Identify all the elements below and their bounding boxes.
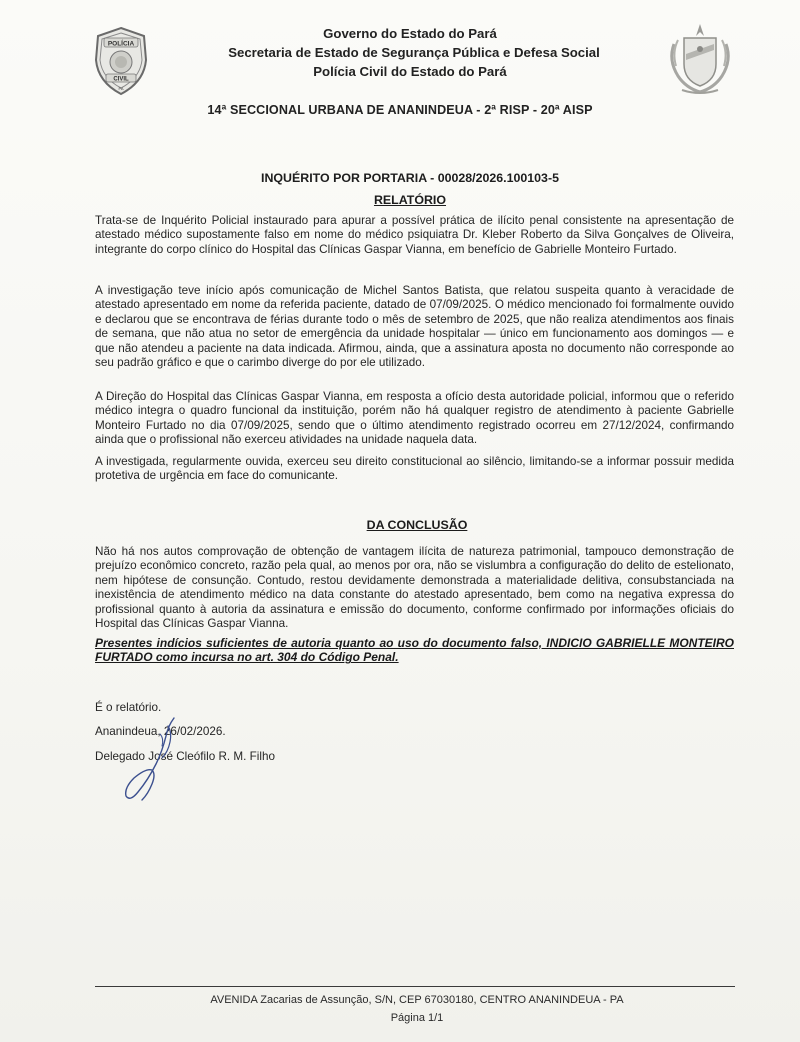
badge-top-text: POLÍCIA	[107, 40, 135, 48]
inquerito-title: INQUÉRITO POR PORTARIA - 00028/2026.100103-5	[261, 171, 559, 185]
place-date: Ananindeua, 26/02/2026.	[95, 725, 226, 738]
footer-divider	[95, 986, 735, 987]
indiciamento-paragraph: Presentes indícios suficientes de autoria quanto ao uso do documento falso, INDICIO GABRIELLE MONTEIRO FURTADO como incursa no art. 304 do Código Penal.	[95, 636, 734, 665]
handwritten-signature	[112, 712, 232, 812]
closing-line: É o relatório.	[95, 701, 162, 714]
badge-state-text: PA	[118, 86, 124, 91]
paragraph-2: A investigação teve início após comunicação de Michel Santos Batista, que relatou suspeita quanto à veracidade de atestado apresentado em nome da referida paciente, datado de 07/09/2025. O médico mencionado foi formalmente ouvido e declarou que se encontrava de férias durante todo o mês de setembro de 2025, que não realiza atendimentos aos finais de semana, que não atua no setor de emergência da unidade hospitalar — único em funcionamento aos domingos — e que não atendeu a paciente na data indicada. Afirmou, ainda, que a assinatura aposta no documento não corresponde ao seu padrão gráfico e que o carimbo diverge do por ele utilizado.	[95, 284, 734, 370]
header-policia: Polícia Civil do Estado do Pará	[313, 64, 507, 79]
letterhead	[0, 24, 800, 81]
page-number: Página 1/1	[390, 1012, 444, 1024]
header-government: Governo do Estado do Pará	[323, 26, 497, 41]
paragraph-1: Trata-se de Inquérito Policial instaurado para apurar a possível prática de ilícito penal consistente na apresentação de atestado médico supostamente falso em nome do médico psiquiatra Dr. Kleber Roberto da Silva Gonçalves de Oliveira, integrante do corpo clínico do Hospital das Clínicas Gaspar Vianna, em benefício de Gabrielle Monteiro Furtado.	[95, 214, 734, 256]
signer-name: Delegado José Cleófilo R. M. Filho	[95, 750, 275, 763]
conclusao-heading: DA CONCLUSÃO	[366, 518, 468, 532]
footer-address: AVENIDA Zacarias de Assunção, S/N, CEP 67030180, CENTRO ANANINDEUA - PA	[210, 994, 624, 1006]
badge-bottom-text: CIVIL	[113, 76, 129, 83]
conclusao-paragraph: Não há nos autos comprovação de obtenção de vantagem ilícita de natureza patrimonial, tampouco demonstração de prejuízo econômico concreto, razão pela qual, ao menos por ora, não se vislumbra a configuração do delito de estelionato, nem hipótese de consunção. Contudo, restou devidamente demonstrada a materialidade delitiva, consubstanciada na inexistência de atendimento médico na data constante do atestado apresentado, bem como na negativa expressa do profissional quanto à autoria da assinatura e emissão do documento, conforme confirmado por informações oficiais do Hospital das Clínicas Gaspar Vianna.	[95, 545, 734, 631]
header-seccional: 14ª SECCIONAL URBANA DE ANANINDEUA - 2ª RISP - 20ª AISP	[207, 103, 593, 117]
paragraph-4: A investigada, regularmente ouvida, exerceu seu direito constitucional ao silêncio, limitando-se a informar possuir medida protetiva de urgência em face do comunicante.	[95, 455, 734, 483]
paragraph-3: A Direção do Hospital das Clínicas Gaspar Vianna, em resposta a ofício desta autoridade policial, informou que o referido médico integra o quadro funcional da instituição, porém não há qualquer registro de atendimento à paciente Gabrielle Monteiro Furtado no dia 07/09/2025, sendo que o último atendimento registrado ocorreu em 27/12/2024, confirmando ainda que o profissional não exerceu atividades na unidade naquela data.	[95, 390, 734, 447]
header-secretaria: Secretaria de Estado de Segurança Pública e Defesa Social	[228, 45, 600, 60]
relatorio-heading: RELATÓRIO	[373, 193, 447, 207]
